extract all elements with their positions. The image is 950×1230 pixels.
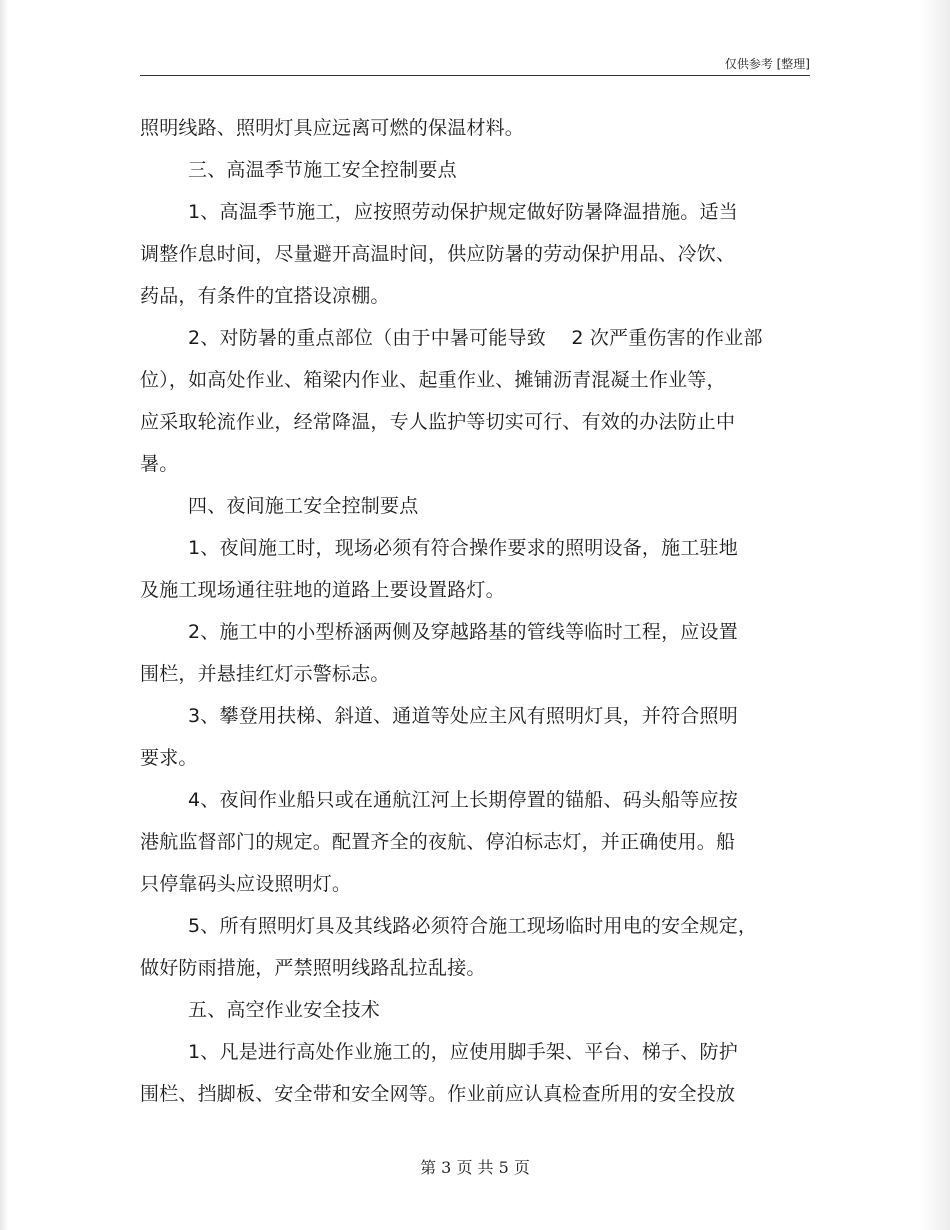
section-heading-3: 三、高温季节施工安全控制要点 xyxy=(188,159,457,181)
section-heading-5: 五、高空作业安全技术 xyxy=(188,999,381,1021)
text-line: 1、高温季节施工，应按照劳动保护规定做好防暑降温措施。适当 xyxy=(188,201,738,223)
body-text xyxy=(140,107,800,1115)
text-line: 2、对防暑的重点部位（由于中暑可能导致 2 次严重伤害的作业部 xyxy=(188,327,763,349)
text-line: 及施工现场通往驻地的道路上要设置路灯。 xyxy=(140,579,505,601)
text-line: 1、夜间施工时，现场必须有符合操作要求的照明设备，施工驻地 xyxy=(188,537,738,559)
text-line: 2、施工中的小型桥涵两侧及穿越路基的管线等临时工程，应设置 xyxy=(188,621,738,643)
text-line: 4、夜间作业船只或在通航江河上长期停置的锚船、码头船等应按 xyxy=(188,789,738,811)
page-edge-shadow-left xyxy=(0,0,8,1230)
text-line: 1、凡是进行高处作业施工的，应使用脚手架、平台、梯子、防护 xyxy=(188,1041,738,1063)
text-line: 5、所有照明灯具及其线路必须符合施工现场临时用电的安全规定， xyxy=(188,915,758,937)
text-line: 照明线路、照明灯具应远离可燃的保温材料。 xyxy=(140,117,525,139)
text-line: 只停靠码头应设照明灯。 xyxy=(140,873,352,895)
text-line: 3、攀登用扶梯、斜道、通道等处应主风有照明灯具，并符合照明 xyxy=(188,705,738,727)
text-line: 暑。 xyxy=(140,453,179,475)
text-line: 做好防雨措施，严禁照明线路乱拉乱接。 xyxy=(140,957,486,979)
page-number-footer: 第 3 页 共 5 页 xyxy=(420,1158,530,1177)
header-divider xyxy=(140,75,810,76)
page-edge-shadow-right xyxy=(920,0,950,1230)
text-line: 药品，有条件的宜搭设凉棚。 xyxy=(140,285,390,307)
text-line: 应采取轮流作业，经常降温，专人监护等切实可行、有效的办法防止中 xyxy=(140,411,736,433)
text-line: 港航监督部门的规定。配置齐全的夜航、停泊标志灯，并正确使用。船 xyxy=(140,831,736,853)
text-line: 调整作息时间，尽量避开高温时间，供应防暑的劳动保护用品、冷饮、 xyxy=(140,243,736,265)
text-line: 要求。 xyxy=(140,747,198,769)
header-note: 仅供参考 [整理] xyxy=(724,57,810,71)
text-line: 围栏、挡脚板、安全带和安全网等。作业前应认真检查所用的安全投放 xyxy=(140,1083,736,1105)
text-line: 围栏，并悬挂红灯示警标志。 xyxy=(140,663,390,685)
section-heading-4: 四、夜间施工安全控制要点 xyxy=(188,495,419,517)
text-line: 位），如高处作业、箱梁内作业、起重作业、摊铺沥青混凝土作业等， xyxy=(140,369,726,391)
